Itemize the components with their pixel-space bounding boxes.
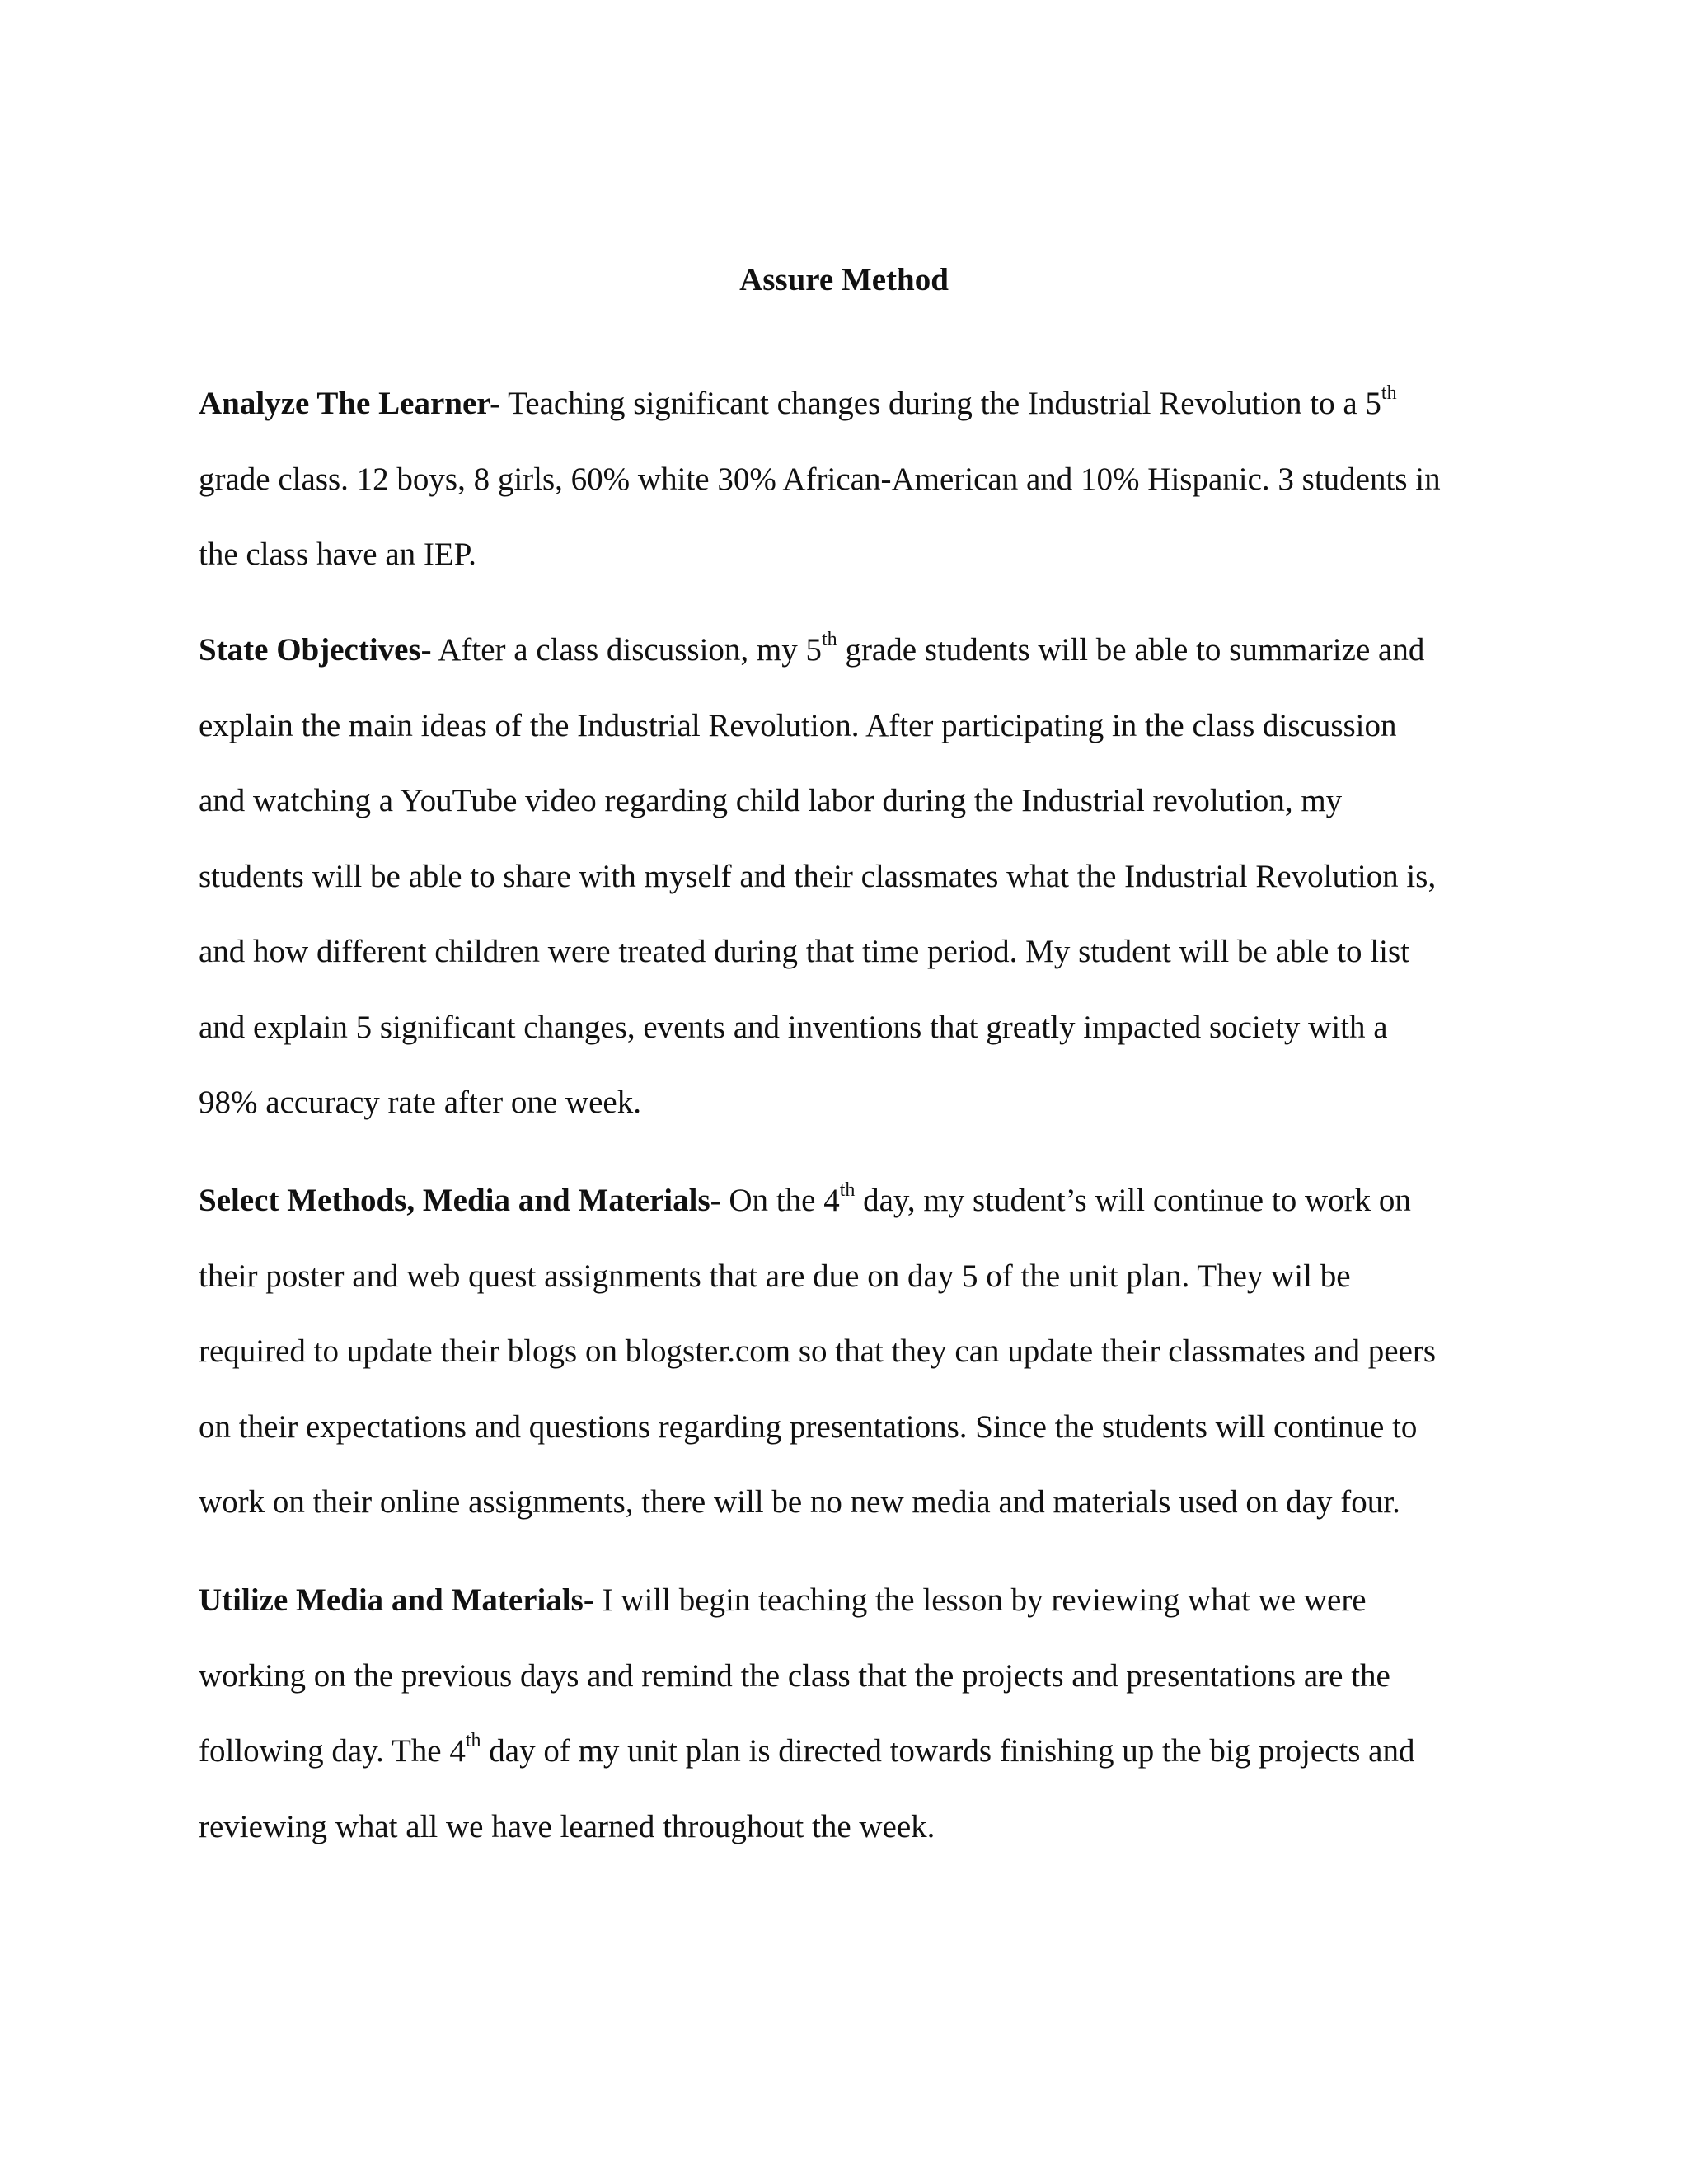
- text-run: On the 4: [720, 1183, 840, 1218]
- text-run: Teaching significant changes during the Industrial Revolution to a 5: [500, 386, 1381, 421]
- superscript: th: [1381, 382, 1397, 404]
- paragraph-line: [199, 1563, 1509, 1638]
- superscript: th: [822, 629, 837, 650]
- document-title: Assure Method: [739, 262, 949, 298]
- section-heading-analyze: Analyze The Learner-: [199, 386, 501, 421]
- state-objectives-paragraph: [199, 612, 1509, 1141]
- text-run: grade students will be able to summarize and: [837, 632, 1425, 668]
- analyze-learner-paragraph: [199, 366, 1509, 593]
- superscript: th: [839, 1179, 856, 1201]
- paragraph-line: [199, 612, 1509, 688]
- paragraph-line: working on the previous days and remind the class that the projects and presentations are the: [199, 1657, 1390, 1694]
- text-run: After a class discussion, my 5: [431, 632, 823, 668]
- paragraph-line: and explain 5 significant changes, events and inventions that greatly impacted society with a: [199, 1009, 1388, 1045]
- paragraph-line: the class have an IEP.: [199, 537, 476, 572]
- section-heading-utilize: Utilize Media and Materials: [199, 1582, 584, 1618]
- select-methods-paragraph: [199, 1163, 1509, 1540]
- paragraph-line: [199, 366, 1509, 442]
- paragraph-line: work on their online assignments, there will be no new media and materials used on day four.: [199, 1484, 1400, 1520]
- utilize-media-paragraph: [199, 1563, 1509, 1864]
- section-heading-objectives: State Objectives-: [199, 632, 432, 668]
- text-run: - I will begin teaching the lesson by reviewing what we were: [583, 1582, 1367, 1618]
- paragraph-line: on their expectations and questions regarding presentations. Since the students will continue to: [199, 1408, 1418, 1445]
- paragraph-line: reviewing what all we have learned throughout the week.: [199, 1808, 935, 1844]
- section-heading-select: Select Methods, Media and Materials-: [199, 1183, 721, 1218]
- text-run: day of my unit plan is directed towards finishing up the big projects and: [481, 1733, 1415, 1769]
- superscript: th: [465, 1730, 481, 1751]
- text-run: day, my student’s will continue to work on: [855, 1183, 1411, 1218]
- paragraph-line: students will be able to share with myself and their classmates what the Industrial Revolution is,: [199, 858, 1437, 894]
- paragraph-line: and watching a YouTube video regarding child labor during the Industrial revolution, my: [199, 783, 1343, 818]
- paragraph-line: [199, 1163, 1509, 1239]
- paragraph-line: grade class. 12 boys, 8 girls, 60% white 30% African-American and 10% Hispanic. 3 students in: [199, 461, 1441, 497]
- paragraph-line: their poster and web quest assignments that are due on day 5 of the unit plan. They wil be: [199, 1258, 1351, 1294]
- paragraph-line: explain the main ideas of the Industrial Revolution. After participating in the class discussion: [199, 707, 1397, 743]
- paragraph-line: 98% accuracy rate after one week.: [199, 1085, 641, 1120]
- paragraph-line: and how different children were treated during that time period. My student will be able to list: [199, 934, 1409, 969]
- paragraph-line: required to update their blogs on blogster.com so that they can update their classmates and peers: [199, 1333, 1437, 1369]
- text-run: following day. The 4: [199, 1733, 466, 1769]
- paragraph-line: [199, 1713, 1509, 1789]
